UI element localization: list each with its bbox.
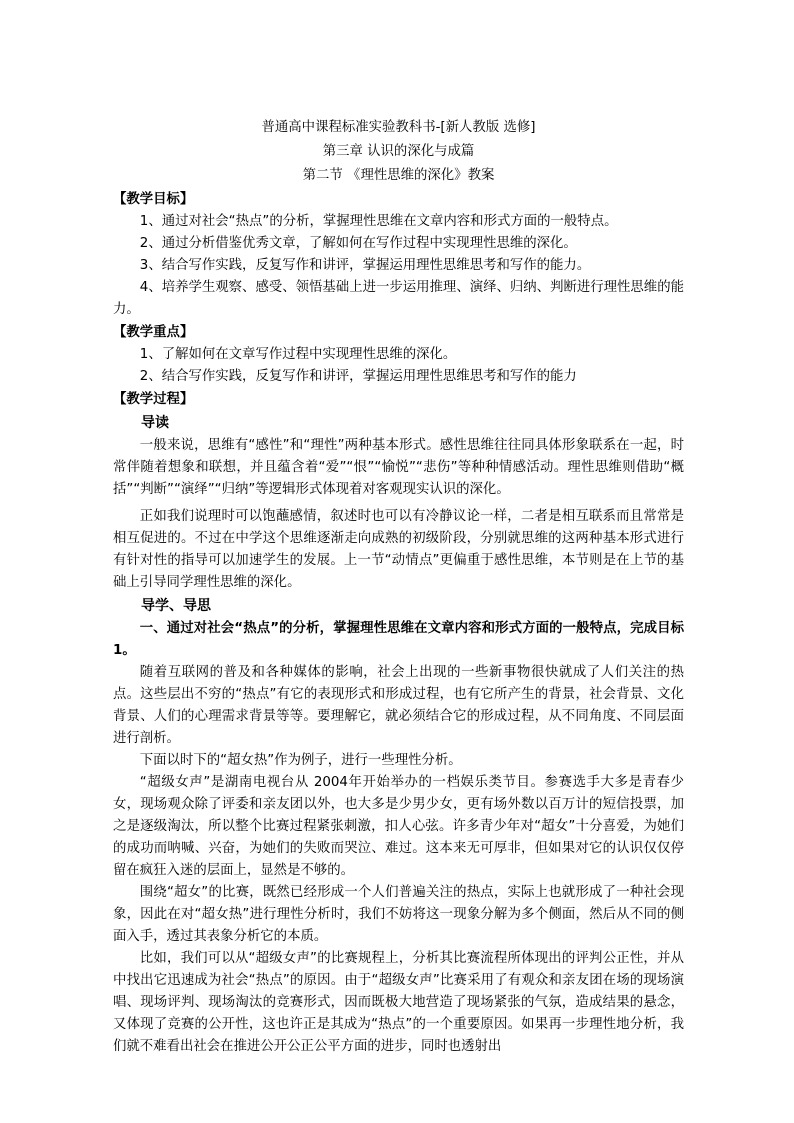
intro-paragraph: 一般来说，思维有“感性”和“理性”两种基本形式。感性思维往往同具体形象联系在一起，时常伴随着想象和联想，并且蕴含着“爱”“恨”“愉悦”“悲伤”等种种情感活动。理性思维则借助“概括”“判断”“演绎”“归纳”等逻辑形式体现着对客观现实认识的深化。 <box>113 438 684 497</box>
key-point-item: 2、结合写作实践，反复写作和讲评，掌握运用理性思维思考和写作的能力 <box>139 369 577 384</box>
goal1-heading: 一、通过对社会“热点”的分析，掌握理性思维在文章内容和形式方面的一般特点，完成目标1。 <box>113 621 684 658</box>
body-paragraph: 比如，我们可以从“超级女声”的比赛规程上，分析其比赛流程所体现出的评判公正性，并从中找出它迅速成为社会“热点”的原因。由于“超级女声”比赛采用了有观众和亲友团在场的现场演唱、现场评判、现场淘汰的竞赛形式，因而既极大地营造了现场紧张的气氛，造成结果的悬念，又体现了竞赛的公开性，这也许正是其成为“热点”的一个重要原因。如果再一步理性地分析，我们就不难看出社会在推进公开公正公平方面的进步，同时也透射出 <box>113 951 684 1054</box>
document-page <box>113 116 684 1058</box>
process-heading: 【教学过程】 <box>113 392 194 407</box>
objective-item: 2、通过分析借鉴优秀文章，了解如何在写作过程中实现理性思维的深化。 <box>139 236 577 251</box>
section-title: 第二节 《理性思维的深化》教案 <box>302 168 495 183</box>
objective-item: 3、结合写作实践，反复写作和讲评，掌握运用理性思维思考和写作的能力。 <box>139 258 591 273</box>
objectives-heading: 【教学目标】 <box>113 192 194 207</box>
objective-item: 1、通过对社会“热点”的分析，掌握理性思维在文章内容和形式方面的一般特点。 <box>139 214 618 229</box>
key-point-item: 1、了解如何在文章写作过程中实现理性思维的深化。 <box>139 347 457 362</box>
key-points-heading: 【教学重点】 <box>113 325 194 340</box>
guide-heading: 导学、导思 <box>141 598 211 614</box>
body-paragraph: 下面以时下的“超女热”作为例子，进行一些理性分析。 <box>139 753 462 768</box>
body-paragraph: 随着互联网的普及和各种媒体的影响，社会上出现的一些新事物很快就成了人们关注的热点。这些层出不穷的“热点”有它的表现形式和形成过程，也有它所产生的背景，社会背景、文化背景、人们的心理需求背景等等。要理解它，就必须结合它的形成过程，从不同角度、不同层面进行剖析。 <box>113 665 684 746</box>
body-paragraph: “超级女声”是湖南电视台从 2004年开始举办的一档娱乐类节目。参赛选手大多是青春少女，现场观众除了评委和亲友团以外，也大多是少男少女，更有场外数以百万计的短信投票，加之是逐级淘汰，所以整个比赛过程紧张刺激，扣人心弦。许多青少年对“超女”十分喜爱，为她们的成功而呐喊、兴奋，为她们的失败而哭泣、难过。这本来无可厚非，但如果对它的认识仅仅停留在疯狂入迷的层面上，显然是不够的。 <box>113 775 684 878</box>
body-paragraph: 围绕“超女”的比赛，既然已经形成一个人们普遍关注的热点，实际上也就形成了一种社会现象，因此在对“超女热”进行理性分析时，我们不妨将这一现象分解为多个侧面，然后从不同的侧面入手，透过其表象分析它的本质。 <box>113 885 684 944</box>
textbook-title: 普通高中课程标准实验教科书-[新人教版 选修] <box>261 120 536 135</box>
chapter-title: 第三章 认识的深化与成篇 <box>322 144 475 159</box>
objective-item: 4、培养学生观察、感受、领悟基础上进一步运用推理、演绎、归纳、判断进行理性思维的能力。 <box>113 280 684 317</box>
intro-paragraph: 正如我们说理时可以饱蘸感情，叙述时也可以有冷静议论一样，二者是相互联系而且常常是相互促进的。不过在中学这个思维逐渐走向成熟的初级阶段，分别就思维的这两种基本形式进行有针对性的指导可以加速学生的发展。上一节“动情点”更偏重于感性思维，本节则是在上节的基础上引导同学理性思维的深化。 <box>113 509 684 590</box>
intro-heading: 导读 <box>141 415 169 431</box>
